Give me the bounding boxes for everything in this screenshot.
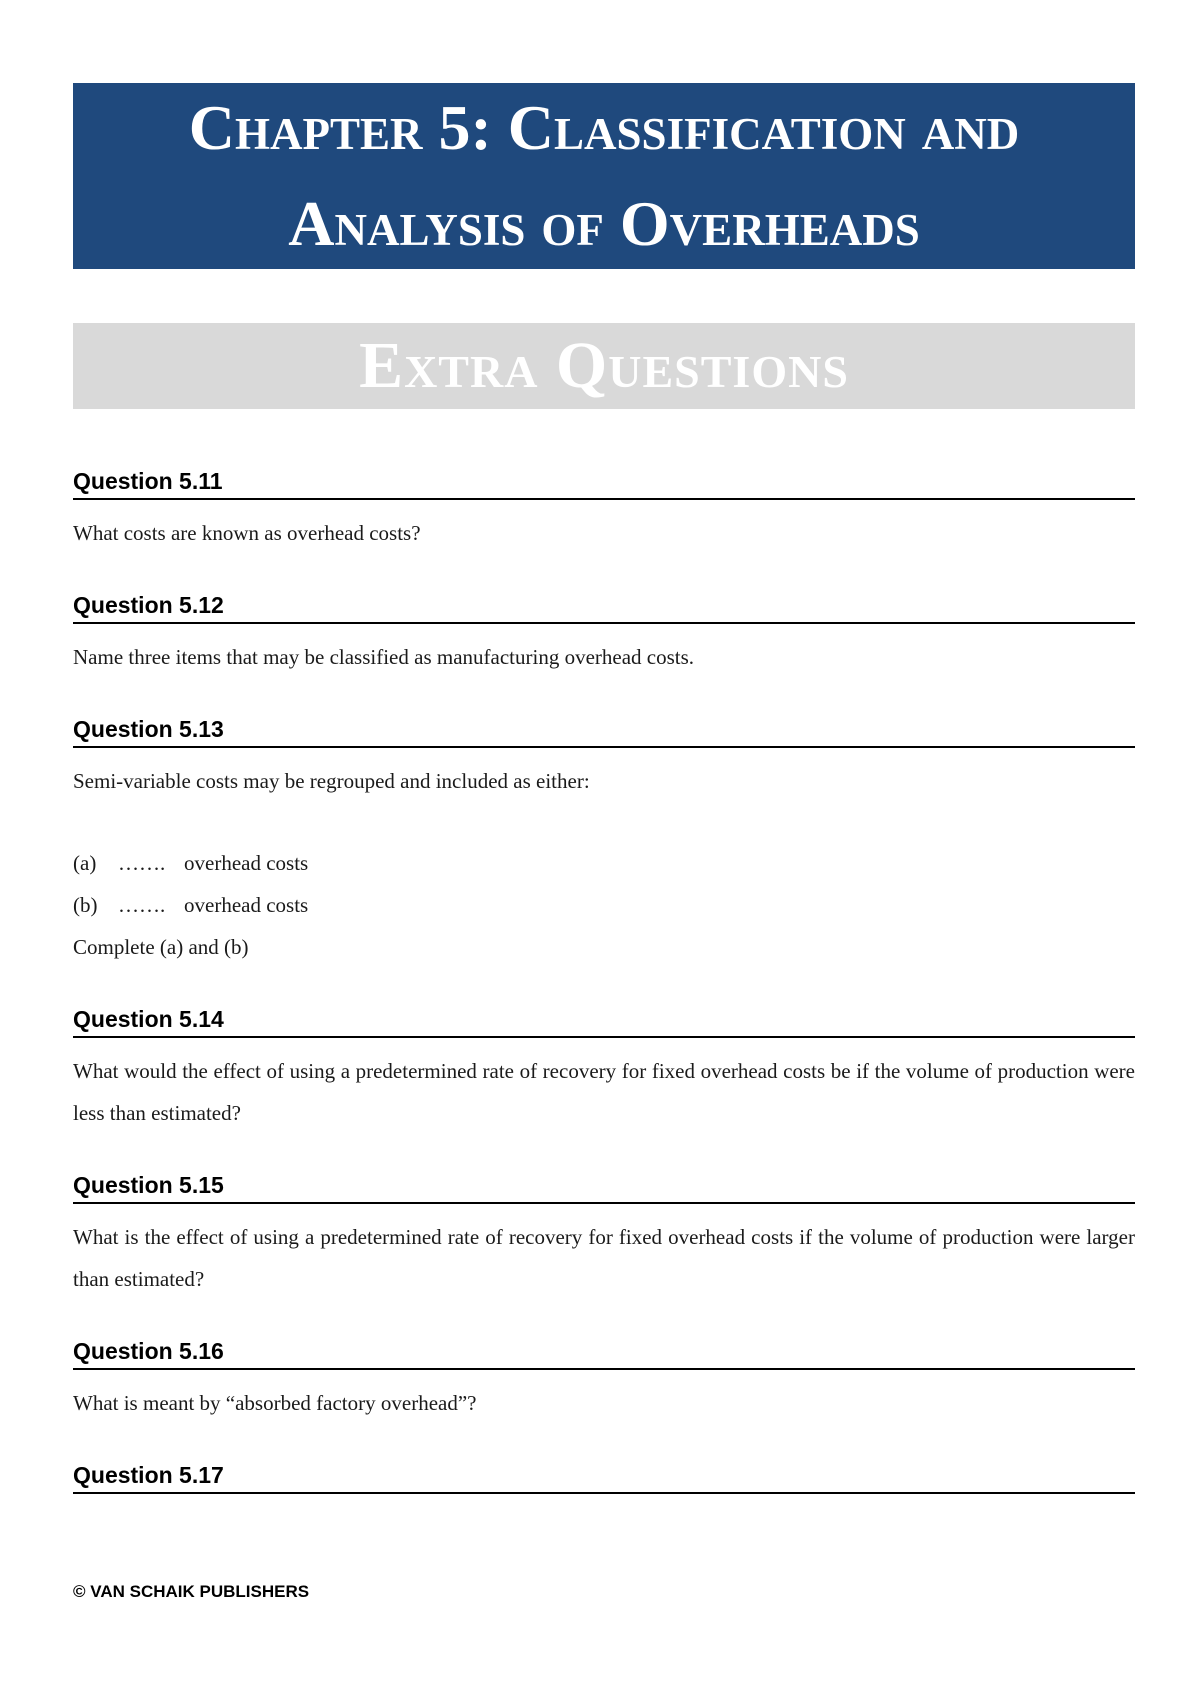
option-letter: (b) [73,893,98,917]
question-5-16 [73,1337,1135,1424]
question-text: Semi-variable costs may be regrouped and included as either: [73,769,590,793]
question-heading: Question 5.11 [73,467,1135,500]
question-5-17 [73,1461,1135,1494]
option-b [73,884,1135,926]
copyright-footer: © VAN SCHAIK PUBLISHERS [73,1582,310,1601]
question-text: What would the effect of using a predetermined rate of recovery for fixed overhead costs be if the volume of production were less than estimated? [73,1059,1135,1125]
question-text: What is meant by “absorbed factory overhead”? [73,1391,477,1415]
option-blank: ……. [118,893,166,917]
option-label: overhead costs [184,851,309,875]
option-label: overhead costs [184,893,309,917]
chapter-title-line-2: Analysis of Overheads [288,188,920,259]
questions-list [73,467,1135,1494]
question-text: What costs are known as overhead costs? [73,521,421,545]
option-blank: ……. [118,851,166,875]
question-5-14 [73,1005,1135,1134]
question-5-13 [73,715,1135,968]
question-heading: Question 5.17 [73,1461,1135,1494]
question-heading: Question 5.16 [73,1337,1135,1370]
question-instruction: Complete (a) and (b) [73,935,249,959]
chapter-title-line-1: Chapter 5: Classification and [188,92,1020,163]
chapter-title-banner [73,83,1135,269]
question-heading: Question 5.12 [73,591,1135,624]
question-5-15 [73,1171,1135,1300]
question-5-11 [73,467,1135,554]
question-heading: Question 5.15 [73,1171,1135,1204]
question-heading: Question 5.14 [73,1005,1135,1038]
question-heading: Question 5.13 [73,715,1135,748]
question-text: What is the effect of using a predetermined rate of recovery for fixed overhead costs if the volume of production were larger than estimated? [73,1225,1135,1291]
spacer [73,802,1135,842]
option-a [73,842,1135,884]
page-content [73,83,1135,1531]
option-letter: (a) [73,851,97,875]
question-5-12 [73,591,1135,678]
question-text: Name three items that may be classified as manufacturing overhead costs. [73,645,695,669]
extra-questions-banner: Extra Questions [73,323,1135,409]
